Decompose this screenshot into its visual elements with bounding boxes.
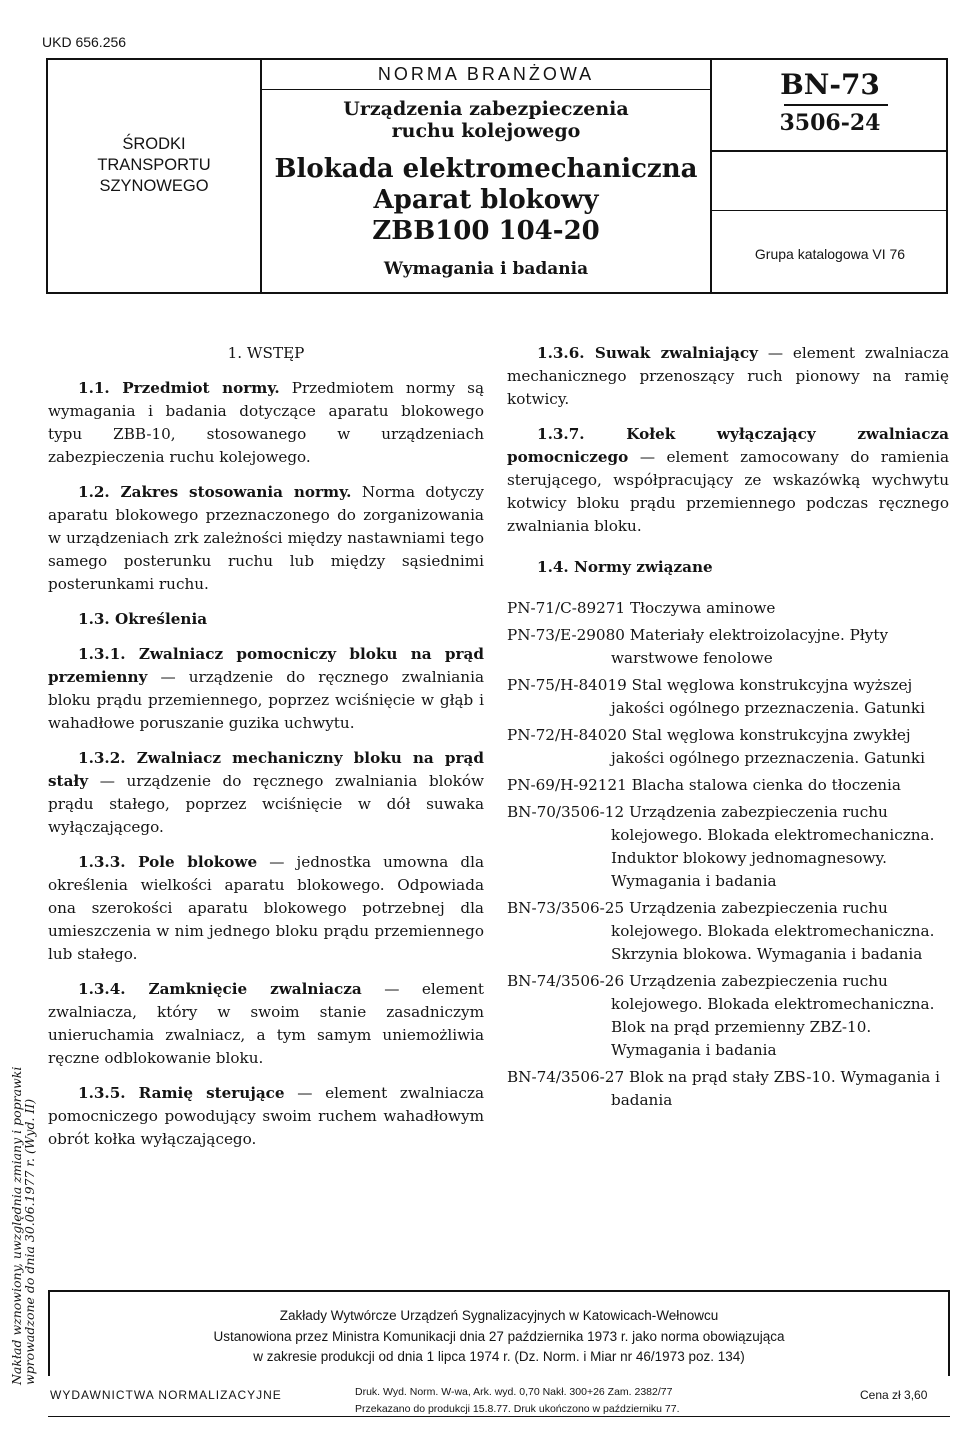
- price: Cena zł 3,60: [860, 1388, 928, 1402]
- reference-item: [507, 970, 949, 1062]
- reference-text: Stal węglowa konstrukcyjna zwykłej jakości ogólnego przeznaczenia. Gatunki: [611, 726, 925, 767]
- paragraph-number: 1.3.7. Kołek wyłączający zwalniacza pomocniczego: [507, 425, 949, 466]
- paragraph-text: — urządzenie do ręcznego zwalniania bloków prądu stałego, poprzez wciśnięcie w dół suwaka wyłączającego.: [48, 772, 485, 836]
- reference-code: PN-73/E-29080: [507, 626, 625, 644]
- reference-item: [507, 724, 949, 770]
- subsection-title-text: 1.3. Określenia: [78, 610, 208, 628]
- paragraph-text: — element zamocowany do ramienia sterującego, współpracujący ze wskazówką wychwytu kotwicy bloku prądu przemiennego podczas ręcznego zwalniania bloku.: [507, 448, 949, 535]
- print-info: Druk. Wyd. Norm. W-wa, Ark. wyd. 0,70 Nakł. 300+26 Zam. 2382/77: [355, 1386, 673, 1398]
- paragraph: [48, 851, 484, 966]
- reference-text: Blacha stalowa cienka do tłoczenia: [631, 776, 901, 794]
- side-note-line: wprowadzone do dnia 30.06.1977 r. (Wyd. II): [22, 1098, 37, 1385]
- reference-text: Urządzenia zabezpieczenia ruchu kolejowego. Blokada elektromechaniczna. Induktor blokowy jednomagnesowy. Wymagania i badania: [611, 803, 935, 890]
- reference-code: PN-71/C-89271: [507, 599, 626, 617]
- reference-code: PN-69/H-92121: [507, 776, 627, 794]
- paragraph-number: 1.1. Przedmiot normy.: [78, 379, 280, 397]
- catalog-group: Grupa katalogowa VI 76: [754, 246, 906, 262]
- subtitle-line: ruchu kolejowego: [391, 120, 581, 142]
- paragraph-number: 1.3.4. Zamknięcie zwalniacza: [78, 980, 362, 998]
- paragraph: [48, 481, 484, 596]
- paragraph-text: — jednostka umowna dla określenia wielkości aparatu blokowego. Odpowiada ona szerokości aparatu blokowego potrzebnej dla umieszczenia w nim jednego bloku prądu przemiennego lub stałego.: [48, 853, 485, 963]
- side-note: [10, 1067, 36, 1385]
- paragraph-number: 1.3.5. Ramię sterujące: [78, 1084, 285, 1102]
- reference-item: [507, 1066, 949, 1112]
- paragraph-text: — element zwalniacza mechanicznego przenoszący ruch pionowy na ramię kotwicy.: [507, 344, 949, 408]
- subsection-title: [48, 608, 484, 631]
- paragraph: [48, 747, 484, 839]
- print-info: Przekazano do produkcji 15.8.77. Druk ukończono w październiku 77.: [355, 1403, 680, 1415]
- paragraph-number: 1.3.3. Pole blokowe: [78, 853, 258, 871]
- footer-box: [48, 1290, 950, 1376]
- reference-code: BN-74/3506-27: [507, 1068, 625, 1086]
- subtitle-line: Urządzenia zabezpieczenia: [343, 98, 629, 120]
- divider: [784, 104, 888, 106]
- paragraph-number: 1.3.2. Zwalniacz mechaniczny bloku na prąd stały: [48, 749, 484, 790]
- document-subtitle: [262, 98, 710, 142]
- reference-code: BN-74/3506-26: [507, 972, 625, 990]
- footer-line: Zakłady Wytwórcze Urządzeń Sygnalizacyjnych w Katowicach-Wełnowcu: [279, 1308, 719, 1323]
- section-title: 1. WSTĘP: [227, 344, 305, 362]
- paragraph: [48, 377, 484, 469]
- reference-code: PN-75/H-84019: [507, 676, 627, 694]
- norm-type: NORMA BRANŻOWA: [377, 64, 595, 84]
- paragraph: [48, 1082, 484, 1151]
- right-column: [507, 342, 949, 1116]
- reference-text: Blok na prąd stały ZBS-10. Wymagania i badania: [611, 1068, 940, 1109]
- divider: [712, 210, 948, 211]
- reference-item: [507, 774, 949, 797]
- reference-code: BN-73/3506-25: [507, 899, 625, 917]
- reference-item: [507, 597, 949, 620]
- left-column: [48, 342, 484, 1163]
- paragraph: [507, 423, 949, 538]
- reference-text: Tłoczywa aminowe: [629, 599, 776, 617]
- sector-label: [48, 134, 260, 197]
- bn-number: 3506-24: [779, 110, 881, 136]
- subsection-title: [507, 556, 949, 579]
- paragraph-text: — urządzenie do ręcznego zwalniania bloku prądu przemiennego, poprzez wciśnięcie w głąb i wahadłowe poruszanie guzika uchwytu.: [48, 668, 485, 732]
- reference-text: Materiały elektroizolacyjne. Płyty warstwowe fenolowe: [611, 626, 889, 667]
- side-note-line: Nakład wznowiony, uwzględnia zmiany i poprawki: [9, 1066, 24, 1385]
- sector-line: ŚRODKI: [122, 135, 186, 153]
- paragraph-number: 1.3.1. Zwalniacz pomocniczy bloku na prąd przemienny: [48, 645, 484, 686]
- sector-line: TRANSPORTU: [97, 156, 211, 174]
- footer-line: w zakresie produkcji od dnia 1 lipca 1974 r. (Dz. Norm. i Miar nr 46/1973 poz. 134): [253, 1349, 745, 1364]
- divider: [48, 1416, 950, 1417]
- reference-item: [507, 624, 949, 670]
- requirements-label: Wymagania i badania: [383, 259, 589, 279]
- title-line: Blokada elektromechaniczna: [274, 154, 698, 184]
- reference-item: [507, 897, 949, 966]
- header-box: [46, 58, 948, 294]
- divider: [712, 150, 948, 152]
- paragraph-text: Norma dotyczy aparatu blokowego przeznaczonego do zorganizowania w urządzeniach zrk zależności między nastawniami tego samego posterunku ruchu lub między sąsiednimi posterunkami ruchu.: [48, 483, 485, 593]
- paragraph-text: — element zwalniacza pomocniczego powodujący swoim ruchem wahadłowym obrót kołka wyłączającego.: [48, 1084, 484, 1148]
- reference-code: BN-70/3506-12: [507, 803, 625, 821]
- paragraph: [507, 342, 949, 411]
- paragraph-number: 1.3.6. Suwak zwalniający: [537, 344, 758, 362]
- bn-code: BN-73: [780, 68, 880, 101]
- paragraph-number: 1.2. Zakres stosowania normy.: [78, 483, 352, 501]
- publisher: WYDAWNICTWA NORMALIZACYJNE: [50, 1388, 282, 1402]
- reference-item: [507, 801, 949, 893]
- paragraph-text: — element zwalniacza, który w swoim stanie zasadniczym unieruchamia zwalniacz, a tym samym uniemożliwia ręczne odblokowanie bloku.: [48, 980, 484, 1067]
- sector-line: SZYNOWEGO: [99, 177, 209, 195]
- paragraph: [48, 978, 484, 1070]
- reference-text: Urządzenia zabezpieczenia ruchu kolejowego. Blokada elektromechaniczna. Skrzynia blokowa. Wymagania i badania: [611, 899, 935, 963]
- subsection-title-text: 1.4. Normy związane: [537, 558, 713, 576]
- ukd-code: UKD 656.256: [42, 34, 127, 50]
- divider: [260, 89, 710, 90]
- title-line: ZBB100 104-20: [372, 216, 600, 246]
- paragraph: [48, 643, 484, 735]
- reference-text: Urządzenia zabezpieczenia ruchu kolejowego. Blokada elektromechaniczna. Blok na prąd przemienny ZBZ-10. Wymagania i badania: [611, 972, 935, 1059]
- footer-line: Ustanowiona przez Ministra Komunikacji dnia 27 października 1973 r. jako norma obowiązująca: [213, 1329, 785, 1344]
- reference-code: PN-72/H-84020: [507, 726, 627, 744]
- reference-text: Stal węglowa konstrukcyjna wyższej jakości ogólnego przeznaczenia. Gatunki: [611, 676, 925, 717]
- document-title: [262, 154, 710, 247]
- reference-item: [507, 674, 949, 720]
- paragraph-text: Przedmiotem normy są wymagania i badania dotyczące aparatu blokowego typu ZBB-10, stosowanego w urządzeniach zabezpieczenia ruchu kolejowego.: [48, 379, 484, 466]
- title-line: Aparat blokowy: [373, 185, 599, 215]
